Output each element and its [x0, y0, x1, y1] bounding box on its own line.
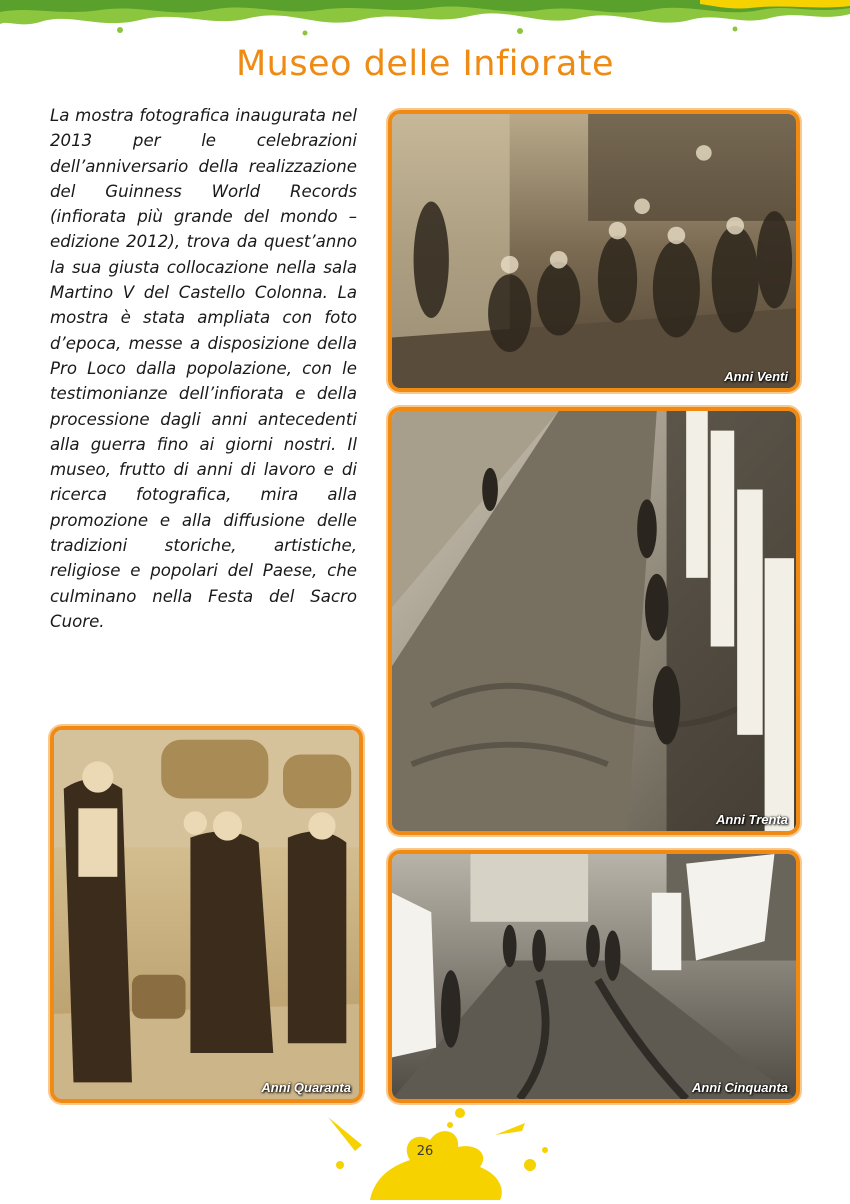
photo-anni-trenta	[388, 407, 800, 835]
photo-anni-cinquanta	[388, 850, 800, 1103]
photo-anni-quaranta	[50, 726, 363, 1103]
sepia-photo-flower-carpet-icon	[392, 411, 796, 831]
photo-caption: Anni Cinquanta	[691, 1080, 788, 1095]
photo-caption: Anni Venti	[724, 369, 788, 384]
sepia-photo-procession-icon	[392, 854, 796, 1099]
sepia-photo-women-baskets-icon	[54, 730, 359, 1099]
top-paint-splash	[0, 0, 850, 40]
museum-description: La mostra fotografica inaugurata nel 2013 per le celebrazioni dell’anniversario della realizzazione del Guinness World Records (infiorata più grande del mondo – edizione 2012), trova da quest’anno la sua giusta collocazione nella sala Martino V del Castello Colonna. La mostra è stata ampliata con foto d’epoca, messe a disposizione della Pro Loco dalla popolazione, con le testimonianze dell’infiorata e della processione dagli anni antecedenti alla guerra fino ai giorni nostri. Il museo, frutto di anni di lavoro e di ricerca fotografica, mira alla promozione e alla diffusione delle tradizioni storiche, artistiche, religiose e popolari del Paese, che culminano nella Festa del Sacro Cuore.	[50, 106, 357, 631]
sepia-photo-workers-icon	[392, 114, 796, 388]
photo-anni-venti	[388, 110, 800, 392]
page-number: 26	[416, 1144, 434, 1159]
photo-caption: Anni Quaranta	[261, 1080, 351, 1095]
photo-caption: Anni Trenta	[716, 812, 788, 827]
page-title: Museo delle Infiorate	[235, 44, 615, 84]
